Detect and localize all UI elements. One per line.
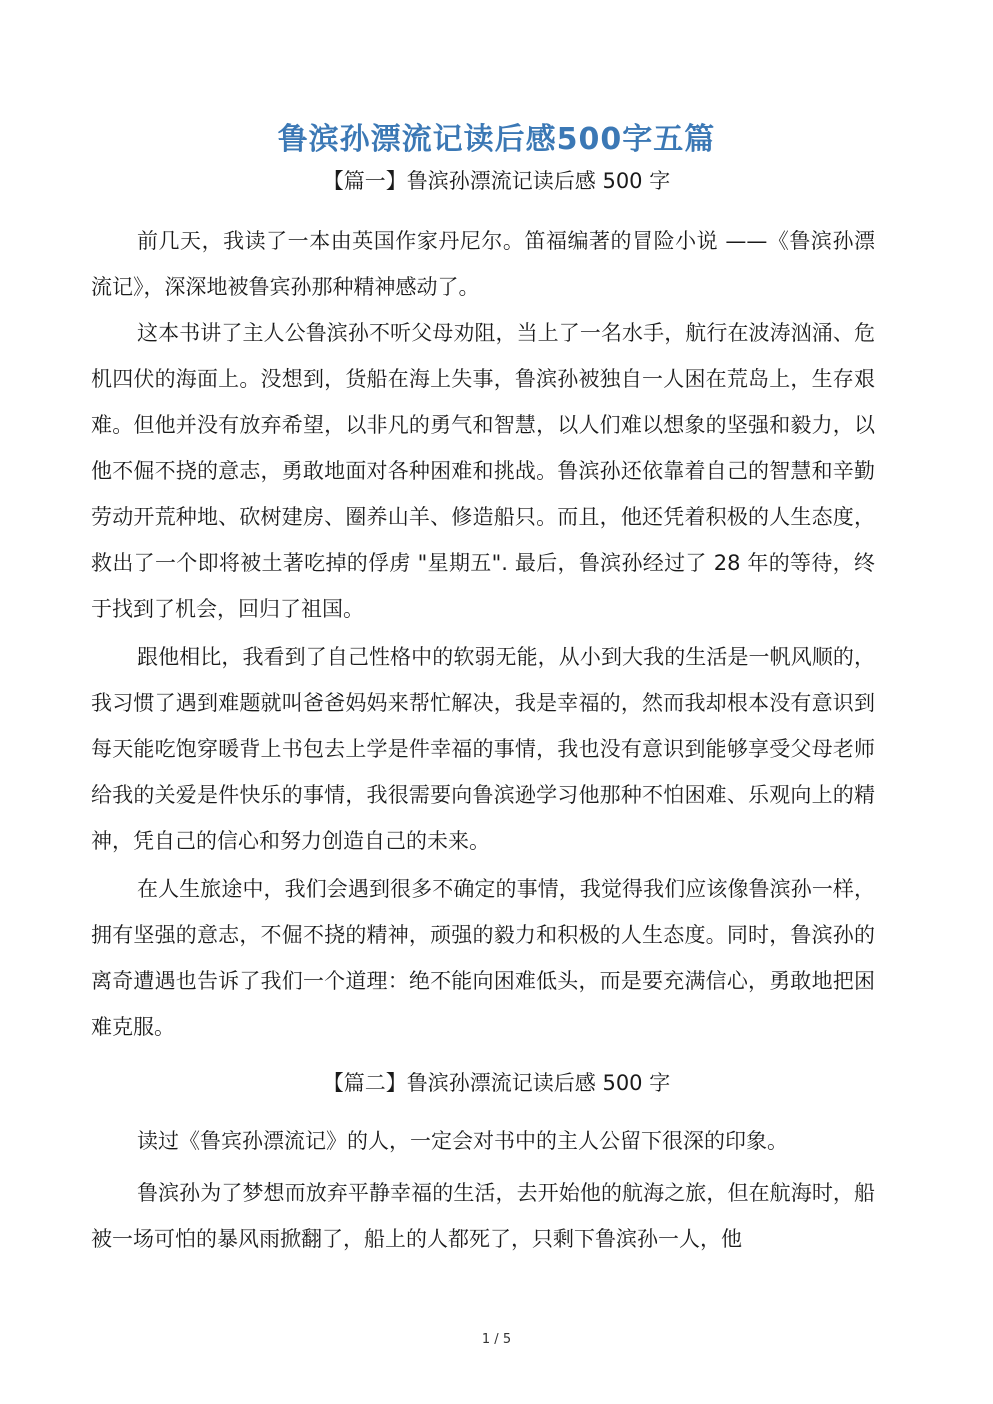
section-1-heading: 【篇一】鲁滨孙漂流记读后感 500 字 (322, 169, 671, 193)
section-1-paragraph-1: 前几天，我读了一本由英国作家丹尼尔。笛福编著的冒险小说 ——《鲁滨孙漂流记》，深深地被鲁宾孙那种精神感动了。 (91, 229, 875, 299)
section-2-heading: 【篇二】鲁滨孙漂流记读后感 500 字 (322, 1071, 671, 1095)
section-2-paragraph-1: 读过《鲁宾孙漂流记》的人，一定会对书中的主人公留下很深的印象。 (137, 1129, 788, 1153)
section-1-paragraph-2: 这本书讲了主人公鲁滨孙不听父母劝阻，当上了一名水手，航行在波涛汹涌、危机四伏的海面上。没想到，货船在海上失事，鲁滨孙被独自一人困在荒岛上，生存艰难。但他并没有放弃希望，以非凡的勇气和智慧，以人们难以想象的坚强和毅力，以他不倔不挠的意志，勇敢地面对各种困难和挑战。鲁滨孙还依靠着自己的智慧和辛勤劳动开荒种地、砍树建房、圈养山羊、修造船只。而且，他还凭着积极的人生态度，救出了一个即将被土著吃掉的俘虏 "星期五". 最后，鲁滨孙经过了 28 年的等待，终于找到了机会，回归了祖国。 (91, 321, 875, 621)
page-number: 1 / 5 (481, 1332, 512, 1347)
section-1-paragraph-3: 跟他相比，我看到了自己性格中的软弱无能，从小到大我的生活是一帆风顺的，我习惯了遇到难题就叫爸爸妈妈来帮忙解决，我是幸福的，然而我却根本没有意识到每天能吃饱穿暖背上书包去上学是件幸福的事情，我也没有意识到能够享受父母老师给我的关爱是件快乐的事情，我很需要向鲁滨逊学习他那种不怕困难、乐观向上的精神，凭自己的信心和努力创造自己的未来。 (91, 645, 875, 853)
section-2-paragraph-2: 鲁滨孙为了梦想而放弃平静幸福的生活，去开始他的航海之旅，但在航海时，船被一场可怕的暴风雨掀翻了，船上的人都死了，只剩下鲁滨孙一人，他 (91, 1181, 875, 1251)
section-1-paragraph-4: 在人生旅途中，我们会遇到很多不确定的事情，我觉得我们应该像鲁滨孙一样，拥有坚强的意志，不倔不挠的精神，顽强的毅力和积极的人生态度。同时，鲁滨孙的离奇遭遇也告诉了我们一个道理：绝不能向困难低头，而是要充满信心，勇敢地把困难克服。 (91, 877, 875, 1039)
page-title: 鲁滨孙漂流记读后感500字五篇 (277, 122, 716, 157)
